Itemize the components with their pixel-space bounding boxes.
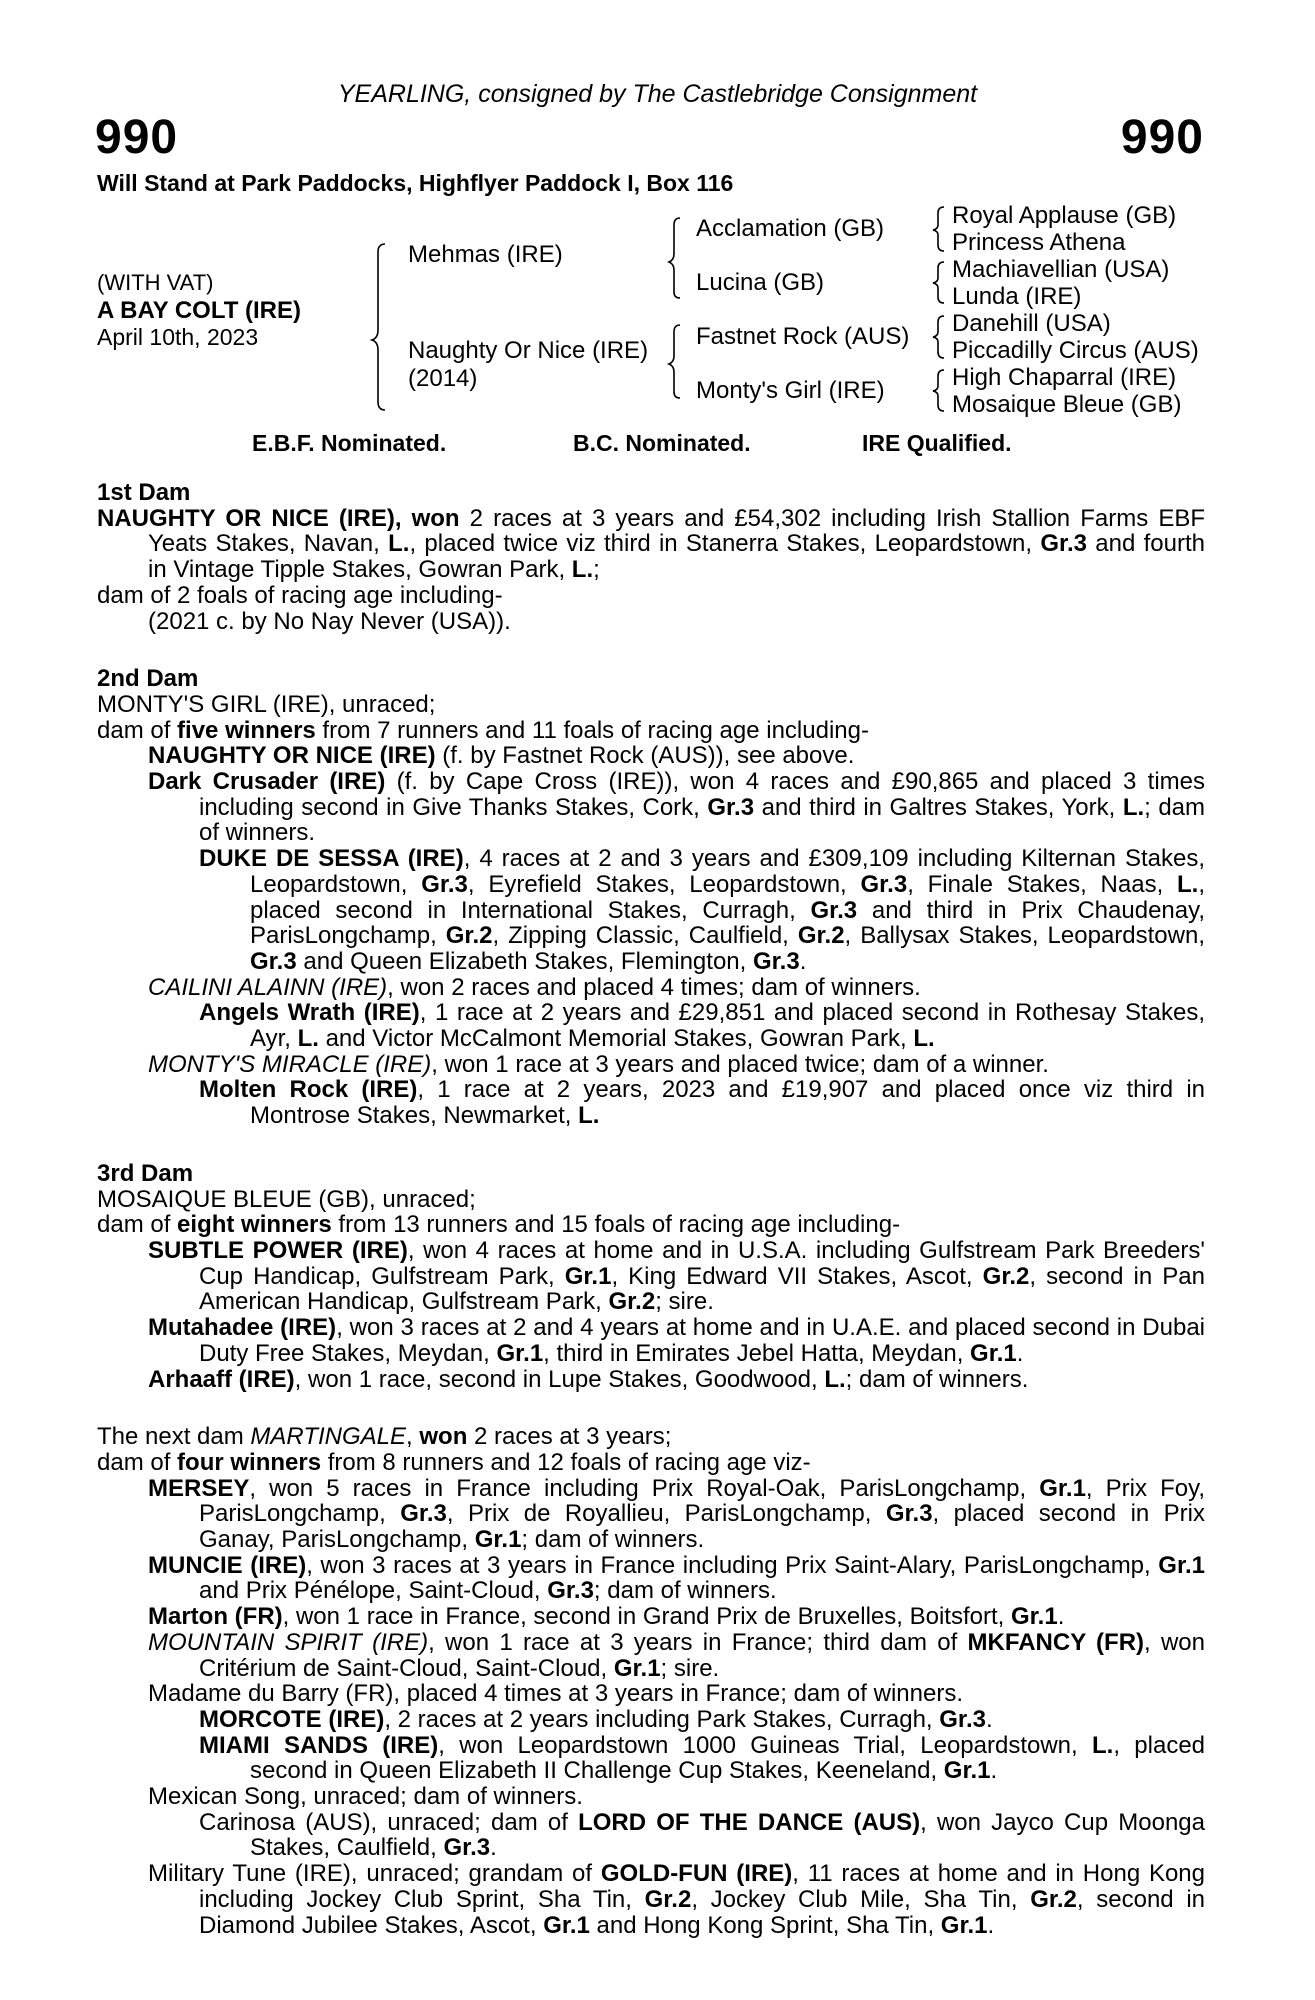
lot-number-right: 990 [1120,111,1204,164]
bc-nomination: B.C. Nominated. [573,430,751,456]
list-item: DUKE DE SESSA (IRE), 4 races at 2 and 3 years and £309,109 including Kilternan Stakes, Leopardstown, Gr.3, Eyrefield Stakes, Leopardstown, Gr.3, Finale Stakes, Naas, L., placed second in International Stakes, Curragh, Gr.3 and third in Prix Chaudenay, ParisLongchamp, Gr.2, Zipping Classic, Caulfield, Gr.2, Ballysax Stakes, Leopardstown, Gr.3 and Queen Elizabeth Stakes, Flemington, Gr.3. [199,845,1206,975]
horse-name: A BAY COLT (IRE) [97,297,302,324]
list-item: MERSEY, won 5 races in France including Prix Royal-Oak, ParisLongchamp, Gr.1, Prix Foy, ParisLongchamp, Gr.3, Prix de Royallieu, ParisLongchamp, Gr.3, placed second in Prix Ganay, ParisLongchamp, Gr.1; dam of winners. [148,1474,1205,1554]
dam-foaling-year: (2014) [408,365,478,392]
stand-location: Will Stand at Park Paddocks, Highflyer Paddock I, Box 116 [97,170,734,196]
third-dam-produce: dam of eight winners from 13 runners and 15 foals of racing age including- [97,1211,901,1239]
ped-gen3-3: Machiavellian (USA) [952,256,1170,283]
next-dam-produce: dam of four winners from 8 runners and 12 foals of racing age viz- [97,1448,811,1476]
list-item: Mexican Song, unraced; dam of winners. [148,1783,583,1811]
list-item: Arhaaff (IRE), won 1 race, second in Lupe Stakes, Goodwood, L.; dam of winners. [148,1365,1029,1393]
sire-name: Mehmas (IRE) [408,241,563,268]
list-item: CAILINI ALAINN (IRE), won 2 races and placed 4 times; dam of winners. [148,973,921,1001]
dam-name: Naughty Or Nice (IRE) [408,337,649,364]
ire-qualification: IRE Qualified. [862,430,1012,456]
first-dam-produce: dam of 2 foals of racing age including- [97,581,503,609]
ped-gen3-8: Mosaique Bleue (GB) [952,391,1182,418]
list-item: NAUGHTY OR NICE (IRE) (f. by Fastnet Rock (AUS)), see above. [148,742,855,770]
next-dam-name: The next dam MARTINGALE, won 2 races at 3 years; [97,1423,672,1451]
list-item: MONTY'S MIRACLE (IRE), won 1 race at 3 years and placed twice; dam of a winner. [148,1050,1049,1078]
ped-gen3-1: Royal Applause (GB) [952,202,1177,229]
second-dam-produce: dam of five winners from 7 runners and 11 foals of racing age including- [97,716,869,744]
first-dam-heading: 1st Dam [97,479,191,506]
second-dam-name: MONTY'S GIRL (IRE), unraced; [97,690,436,718]
ped-gen3-5: Danehill (USA) [952,310,1111,337]
ped-gen3-2: Princess Athena [952,229,1126,256]
main-brace [372,244,385,410]
list-item: MOUNTAIN SPIRIT (IRE), won 1 race at 3 years in France; third dam of MKFANCY (FR), won Critérium de Saint-Cloud, Saint-Cloud, Gr.1; sire. [148,1628,1205,1682]
list-item: Molten Rock (IRE), 1 race at 2 years, 2023 and £19,907 and placed once viz third in Montrose Stakes, Newmarket, L. [199,1076,1205,1130]
sale-title: YEARLING, consigned by The Castlebridge Consignment [337,80,978,108]
first-dam-record: NAUGHTY OR NICE (IRE), won 2 races at 3 years and £54,302 including Irish Stallion Farms EBF Yeats Stakes, Navan, L., placed twice viz third in Stanerra Stakes, Leopardstown, Gr.3 and fourth in Vintage Tipple Stakes, Gowran Park, L.; [97,504,1205,584]
list-item: Marton (FR), won 1 race in France, second in Grand Prix de Bruxelles, Boitsfort, Gr.1. [148,1603,1065,1631]
sire-sire: Acclamation (GB) [696,215,885,242]
list-item: Dark Crusader (IRE) (f. by Cape Cross (IRE)), won 4 races and £90,865 and placed 3 times including second in Give Thanks Stakes, Cork, Gr.3 and third in Galtres Stakes, York, L.; dam of winners. [148,768,1206,847]
ped-gen3-7: High Chaparral (IRE) [952,364,1177,391]
third-dam-heading: 3rd Dam [97,1159,194,1187]
ebf-nomination: E.B.F. Nominated. [252,430,447,456]
sire-dam: Lucina (GB) [696,269,825,296]
lot-number-left: 990 [95,111,179,164]
list-item: Angels Wrath (IRE), 1 race at 2 years and £29,851 and placed second in Rothesay Stakes, Ayr, L. and Victor McCalmont Memorial Stakes, Gowran Park, L. [199,999,1205,1053]
list-item: MUNCIE (IRE), won 3 races at 3 years in France including Prix Saint-Alary, ParisLongchamp, Gr.1 and Prix Pénélope, Saint-Cloud, Gr.3; dam of winners. [148,1551,1205,1605]
list-item: MIAMI SANDS (IRE), won Leopardstown 1000 Guineas Trial, Leopardstown, L., placed second in Queen Elizabeth II Challenge Cup Stakes, Keeneland, Gr.1. [199,1731,1206,1785]
dam-dam: Monty's Girl (IRE) [696,377,885,404]
dam-sire: Fastnet Rock (AUS) [696,323,910,350]
list-item: SUBTLE POWER (IRE), won 4 races at home and in U.S.A. including Gulfstream Park Breeders' Cup Handicap, Gulfstream Park, Gr.1, King Edward VII Stakes, Ascot, Gr.2, second in Pan American Handicap, Gulfstream Park, Gr.2; sire. [148,1236,1206,1316]
sire-brace [669,218,680,298]
list-item: MORCOTE (IRE), 2 races at 2 years including Park Stakes, Curragh, Gr.3. [199,1705,993,1733]
ped-gen3-6: Piccadilly Circus (AUS) [952,337,1199,364]
list-item: Madame du Barry (FR), placed 4 times at 3 years in France; dam of winners. [148,1680,963,1708]
catalogue-body [97,480,1205,1938]
third-dam-name: MOSAIQUE BLEUE (GB), unraced; [97,1185,476,1213]
list-item: Military Tune (IRE), unraced; grandam of GOLD-FUN (IRE), 11 races at home and in Hong Kong including Jockey Club Sprint, Sha Tin, Gr.2, Jockey Club Mile, Sha Tin, Gr.2, second in Diamond Jubilee Stakes, Ascot, Gr.1 and Hong Kong Sprint, Sha Tin, Gr.1. [148,1860,1206,1939]
vat-note: (WITH VAT) [97,270,214,295]
foaling-date: April 10th, 2023 [97,324,259,350]
list-item: Mutahadee (IRE), won 3 races at 2 and 4 years at home and in U.A.E. and placed second in Dubai Duty Free Stakes, Meydan, Gr.1, third in Emirates Jebel Hatta, Meydan, Gr.1. [148,1314,1205,1367]
first-dam-foal: (2021 c. by No Nay Never (USA)). [148,607,511,635]
second-dam-heading: 2nd Dam [97,665,199,693]
ped-gen3-4: Lunda (IRE) [952,283,1082,310]
list-item: Carinosa (AUS), unraced; dam of LORD OF THE DANCE (AUS), won Jayco Cup Moonga Stakes, Caulfield, Gr.3. [199,1808,1205,1862]
dam-brace [669,325,680,398]
